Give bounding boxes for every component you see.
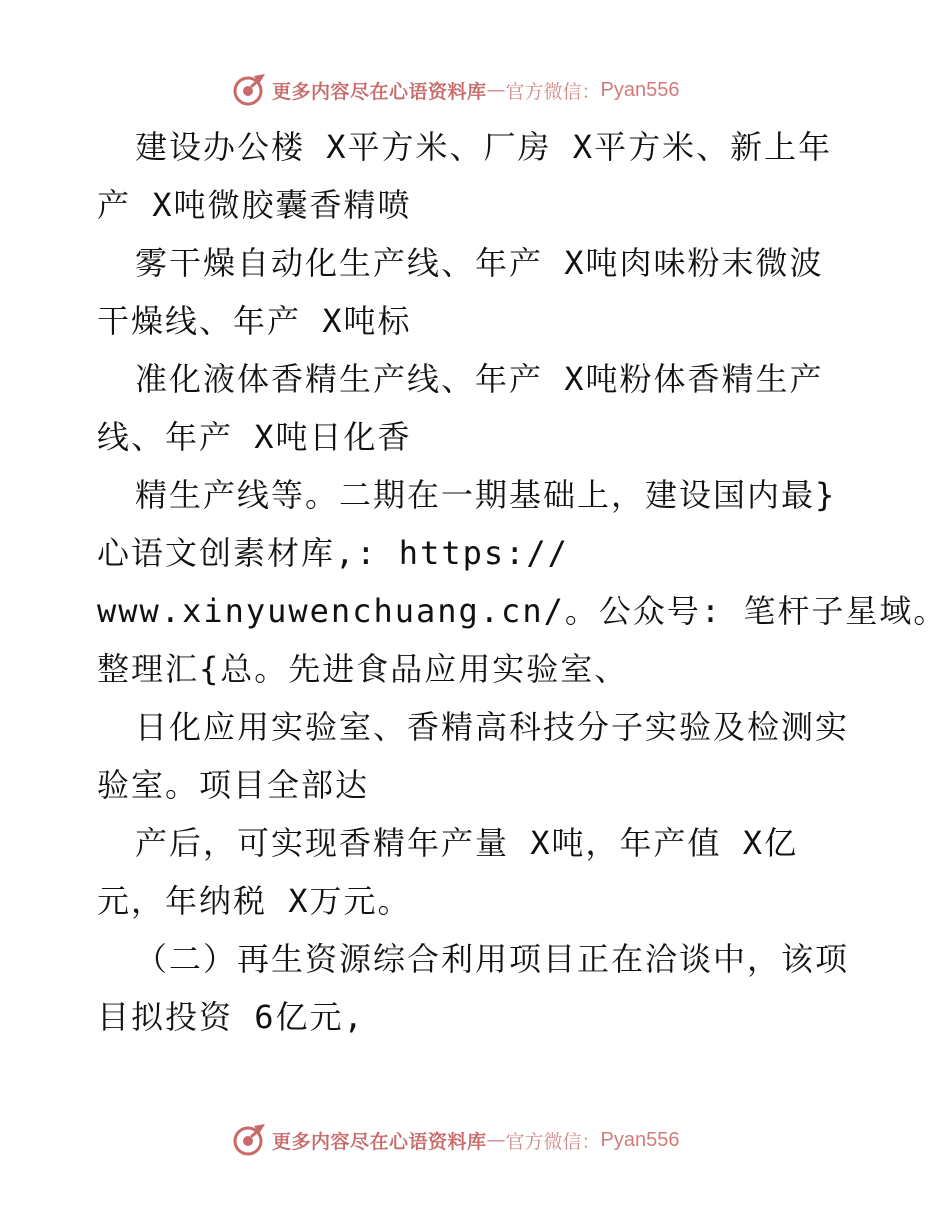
text-line: www.xinyuwenchuang.cn/。公众号: 笔杆子星域。 (97, 592, 948, 630)
banner-dash: — (486, 79, 506, 101)
banner-main-text: 更多内容尽在心语资料库 (272, 1130, 487, 1153)
text-line: 日化应用实验室、香精高科技分子实验及检测实 (135, 708, 850, 746)
banner-sub-text: 官方微信： (505, 1130, 601, 1153)
banner-main-text: 更多内容尽在心语资料库 (272, 80, 487, 103)
text-line: 雾干燥自动化生产线、年产 X吨肉味粉末微波 (135, 244, 824, 282)
text-line: 验室。项目全部达 (97, 766, 370, 804)
text-line: 整理汇{总。先进食品应用实验室、 (97, 650, 629, 688)
pen-logo-icon (232, 72, 268, 108)
text-line: 心语文创素材库,: https:// (97, 534, 569, 572)
text-line: 干燥线、年产 X吨标 (97, 302, 412, 340)
footer-watermark (232, 1120, 732, 1160)
text-line: 元，年纳税 X万元。 (97, 882, 412, 920)
header-watermark (232, 70, 732, 110)
text-line: 精生产线等。二期在一期基础上，建设国内最} (135, 476, 837, 514)
text-line: 目拟投资 6亿元, (97, 998, 365, 1036)
banner-dash: — (486, 1129, 506, 1151)
text-line: 产 X吨微胶囊香精喷 (97, 186, 412, 224)
text-line: 建设办公楼 X平方米、厂房 X平方米、新上年 (135, 128, 833, 166)
document-body (97, 118, 948, 1046)
text-line: 线、年产 X吨日化香 (97, 418, 412, 456)
pen-logo-icon (232, 1122, 268, 1158)
banner-sub-text: 官方微信： (505, 80, 601, 103)
text-line: 准化液体香精生产线、年产 X吨粉体香精生产 (135, 360, 824, 398)
banner-wechat-id: Pyan556 (600, 78, 680, 101)
text-line: 产后，可实现香精年产量 X吨，年产值 X亿 (135, 824, 799, 862)
banner-wechat-id: Pyan556 (600, 1128, 680, 1151)
text-line: （二）再生资源综合利用项目正在洽谈中，该项 (135, 940, 850, 978)
